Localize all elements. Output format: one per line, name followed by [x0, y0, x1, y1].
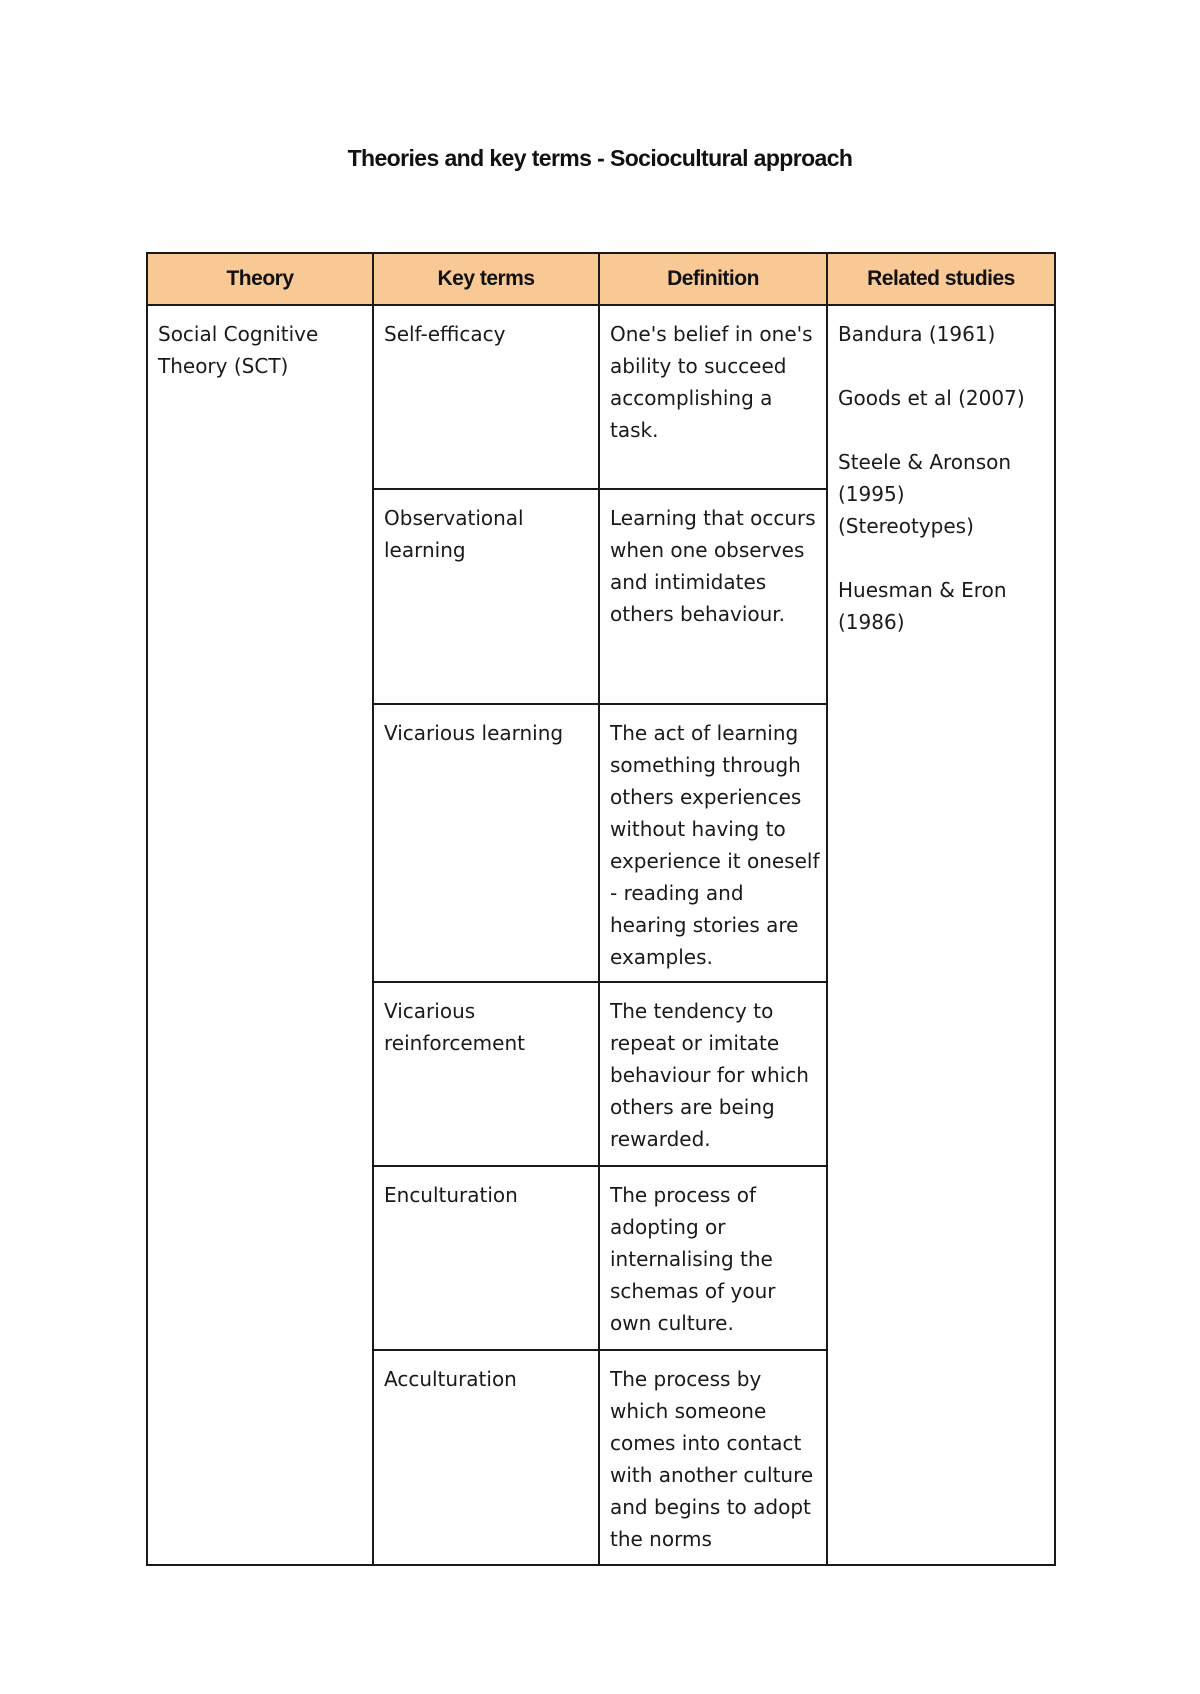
theories-table: [146, 252, 1056, 1566]
theory-cell: Social Cognitive Theory (SCT): [147, 305, 373, 1565]
definition-cell: The process by which someone comes into contact with another culture and begins to adopt the norms: [599, 1350, 827, 1565]
header-related-studies: Related studies: [827, 253, 1055, 305]
study-item: Huesman & Eron (1986): [838, 578, 1007, 634]
page-title: Theories and key terms - Sociocultural approach: [347, 145, 853, 171]
table-header-row: [147, 253, 1055, 305]
definition-cell: The process of adopting or internalising the schemas of your own culture.: [599, 1166, 827, 1350]
definition-cell: The act of learning something through others experiences without having to experience it oneself - reading and hearing stories are examples.: [599, 704, 827, 982]
header-key-terms: Key terms: [373, 253, 599, 305]
related-studies-cell: [827, 305, 1055, 1565]
key-term-cell: Vicarious learning: [373, 704, 599, 982]
key-term-cell: Observational learning: [373, 489, 599, 704]
definition-cell: Learning that occurs when one observes and intimidates others behaviour.: [599, 489, 827, 704]
key-term-cell: Self-efficacy: [373, 305, 599, 489]
study-item: Steele & Aronson (1995) (Stereotypes): [838, 450, 1012, 538]
header-theory: Theory: [147, 253, 373, 305]
study-item: Goods et al (2007): [838, 386, 1025, 410]
table-row: [147, 305, 1055, 489]
header-definition: Definition: [599, 253, 827, 305]
study-item: Bandura (1961): [838, 322, 996, 346]
definition-cell: The tendency to repeat or imitate behaviour for which others are being rewarded.: [599, 982, 827, 1166]
definition-cell: One's belief in one's ability to succeed accomplishing a task.: [599, 305, 827, 489]
key-term-cell: Acculturation: [373, 1350, 599, 1565]
key-term-cell: Vicarious reinforcement: [373, 982, 599, 1166]
key-term-cell: Enculturation: [373, 1166, 599, 1350]
